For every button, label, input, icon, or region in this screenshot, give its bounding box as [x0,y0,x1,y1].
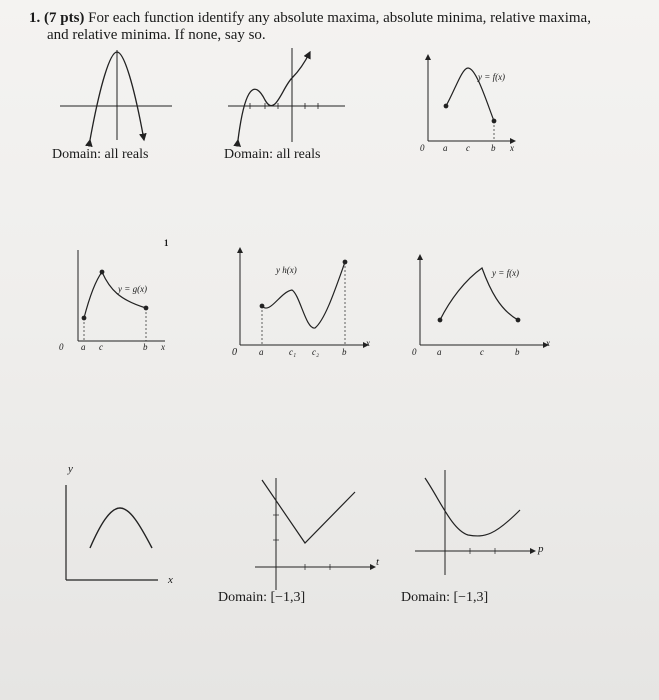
marker-label: 1 [164,238,169,248]
graph-9-curve [425,478,520,536]
graph-9-domain-label: Domain: [−1,3] [401,590,489,605]
graph-4-function-label: y = g(x) [118,284,148,294]
problem-points: (7 pts) [44,10,85,26]
g8-axis-t: t [376,556,380,568]
g5-tick-0: 0 [232,347,237,358]
g5-tick-c2: c₂ [312,347,320,357]
g3-tick-a: a [443,143,448,153]
graph-1 [60,50,172,140]
graph-7 [66,485,158,580]
graph-2-domain-label: Domain: all reals [224,147,321,162]
graph-2-curve [238,52,310,140]
graph-3 [428,55,515,141]
graph-6 [420,255,548,345]
problem-text-line1: For each function identify any absolute maxima, absolute minima, relative maxima, [88,10,591,26]
graph-8-domain-label: Domain: [−1,3] [218,590,306,605]
graph-3-function-label: y = f(x) [478,72,506,82]
g5-tick-b: b [342,347,347,357]
graph-9 [415,470,535,575]
g4-tick-c: c [99,342,103,352]
graph-4 [78,250,165,341]
g4-tick-b: b [143,342,148,352]
graph-8 [255,478,375,590]
graph-6-function-label: y = f(x) [492,268,520,278]
g7-axis-x: x [168,574,173,586]
g6-tick-a: a [437,347,442,357]
graph-5-function-label: y h(x) [276,265,297,275]
g6-tick-0: 0 [412,347,417,357]
g4-tick-0: 0 [59,342,64,352]
problem-number: 1. [29,10,41,26]
g6-tick-b: b [515,347,520,357]
g9-axis-p: p [538,543,544,555]
graph-5 [240,248,368,345]
graph-5-curve [262,262,345,328]
graph-1-domain-label: Domain: all reals [52,147,149,162]
g6-tick-x: x [546,338,550,348]
graph-2 [228,48,345,142]
graph-7-curve [90,508,152,548]
problem-text-line2: and relative minima. If none, say so. [47,27,266,43]
g5-tick-a: a [259,347,264,357]
g4-tick-a: a [81,342,86,352]
graph-4-curve [84,272,146,318]
g6-tick-c: c [480,347,484,357]
g7-axis-y: y [68,463,73,475]
g3-tick-b: b [491,143,496,153]
g4-tick-x: x [161,342,165,352]
g3-tick-x: x [510,143,514,153]
g3-tick-0: 0 [420,143,425,153]
g3-tick-c: c [466,143,470,153]
g5-tick-c1: c₁ [289,347,297,357]
g5-tick-x: x [366,338,370,348]
